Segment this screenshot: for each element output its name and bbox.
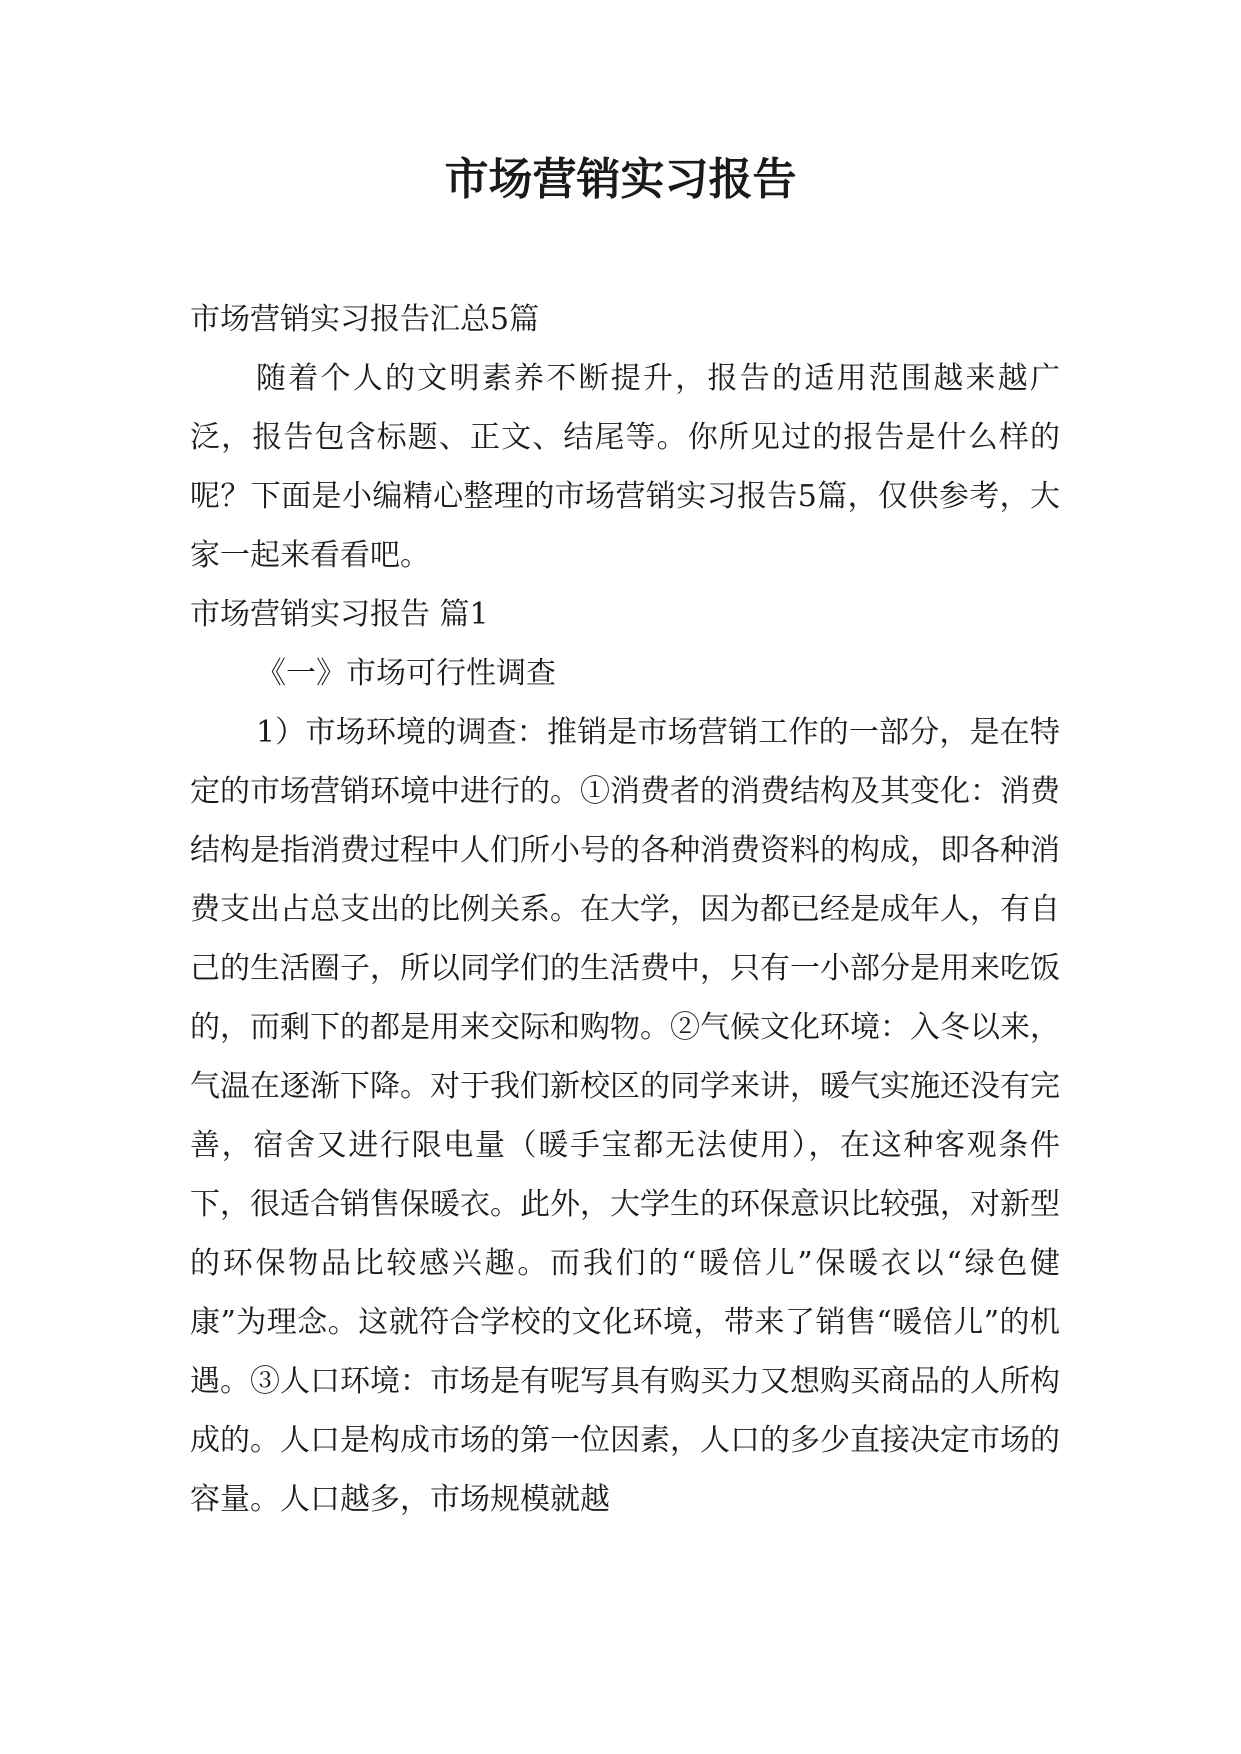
subsection-title: 《一》市场可行性调查 xyxy=(256,656,556,691)
document-body xyxy=(190,290,1060,1529)
document-subtitle: 市场营销实习报告汇总5篇 xyxy=(190,302,540,337)
section-title: 市场营销实习报告 篇1 xyxy=(190,597,489,632)
body-paragraph: 1）市场环境的调查：推销是市场营销工作的一部分，是在特定的市场营销环境中进行的。①消费者的消费结构及其变化：消费结构是指消费过程中人们所小号的各种消费资料的构成，即各种消费支出占总支出的比例关系。在大学，因为都已经是成年人，有自己的生活圈子，所以同学们的生活费中，只有一小部分是用来吃饭的，而剩下的都是用来交际和购物。②气候文化环境：入冬以来，气温在逐渐下降。对于我们新校区的同学来讲，暖气实施还没有完善，宿舍又进行限电量（暖手宝都无法使用），在这种客观条件下，很适合销售保暖衣。此外，大学生的环保意识比较强，对新型的环保物品比较感兴趣。而我们的“暖倍儿”保暖衣以“绿色健康”为理念。这就符合学校的文化环境，带来了销售“暖倍儿”的机遇。③人口环境：市场是有呢写具有购买力又想购买商品的人所构成的。人口是构成市场的第一位因素，人口的多少直接决定市场的容量。人口越多，市场规模就越 xyxy=(190,715,1060,1517)
page-title: 市场营销实习报告 xyxy=(444,154,797,205)
intro-paragraph: 随着个人的文明素养不断提升，报告的适用范围越来越广泛，报告包含标题、正文、结尾等。你所见过的报告是什么样的呢？下面是小编精心整理的市场营销实习报告5篇，仅供参考，大家一起来看看吧。 xyxy=(190,361,1060,573)
